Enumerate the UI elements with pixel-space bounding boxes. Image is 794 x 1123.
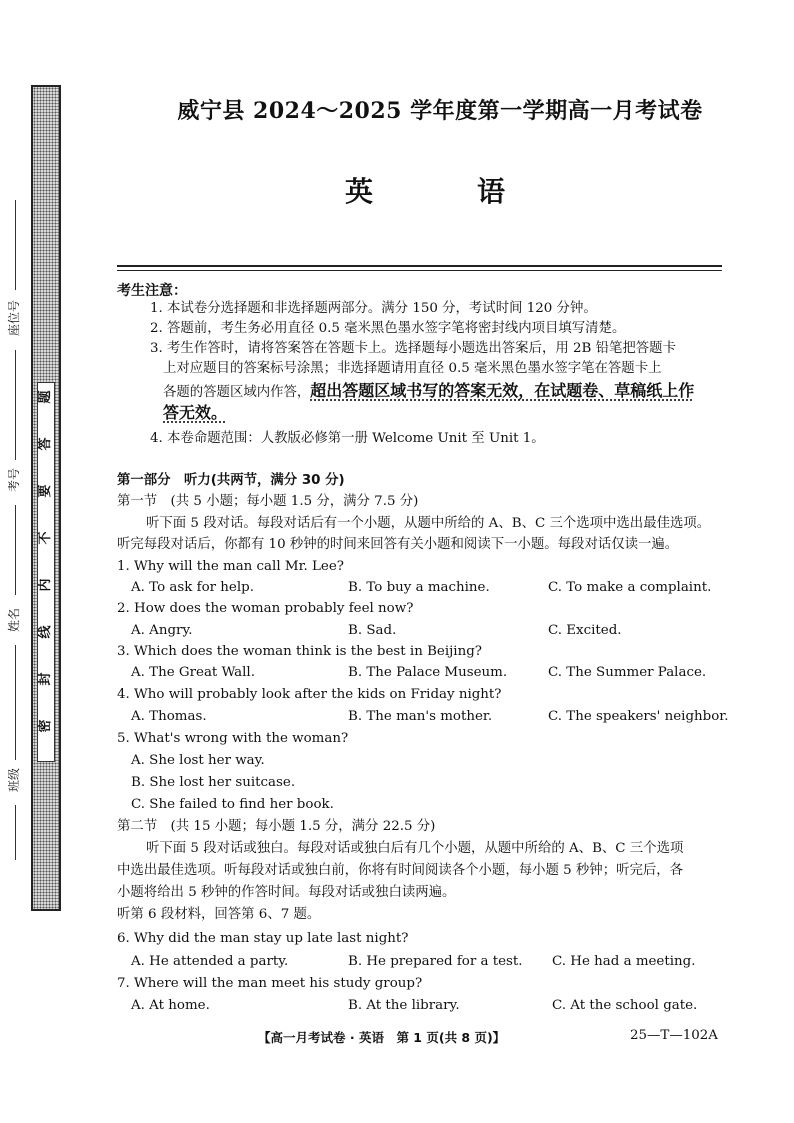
seal-char: 不 <box>38 531 53 545</box>
header-rule <box>117 265 722 267</box>
option-a: A. He attended a party. <box>131 954 289 969</box>
option-b: B. The man's mother. <box>348 709 493 724</box>
question-1: 1. Why will the man call Mr. Lee? <box>117 559 344 574</box>
seal-char: 要 <box>38 484 53 498</box>
option-a: A. To ask for help. <box>131 580 254 595</box>
notice-text: 各题的答题区域内作答， <box>163 385 311 400</box>
option-c: C. At the school gate. <box>552 998 698 1013</box>
option-c: C. The speakers' neighbor. <box>548 709 729 724</box>
option-c: C. She failed to find her book. <box>131 797 334 812</box>
question-5: 5. What's wrong with the woman? <box>117 731 349 746</box>
notice-heading: 考生注意： <box>117 283 187 299</box>
section2-instruction: 小题将给出 5 秒钟的作答时间。每段对话或独白读两遍。 <box>117 885 456 900</box>
section1-heading: 第一节 (共 5 小题；每小题 1.5 分，满分 7.5 分) <box>117 494 419 509</box>
option-b: B. To buy a machine. <box>348 580 490 595</box>
section2-instruction: 听下面 5 段对话或独白。每段对话或独白后有几个小题，从题中所给的 A、B、C 三个选项 <box>146 841 684 856</box>
notice-emphasis: 答无效。 <box>163 403 228 422</box>
section1-instruction: 听下面 5 段对话。每段对话后有一个小题，从题中所给的 A、B、C 三个选项中选出最佳选项。 <box>146 516 711 531</box>
name-fill-line[interactable] <box>15 505 16 595</box>
option-b: B. At the library. <box>348 998 460 1013</box>
option-c: C. To make a complaint. <box>548 580 712 595</box>
option-a: A. Thomas. <box>131 709 207 724</box>
option-b: B. She lost her suitcase. <box>131 775 296 790</box>
header-rule <box>117 270 722 271</box>
seal-char: 封 <box>38 672 53 686</box>
class-label: 班级 <box>7 768 21 793</box>
option-a: A. Angry. <box>131 623 193 638</box>
section1-instruction: 听完每段对话后，你都有 10 秒钟的时间来回答有关小题和阅读下一小题。每段对话仅读一遍。 <box>117 537 679 552</box>
seat-fill-line[interactable] <box>15 200 16 290</box>
material-heading: 听第 6 段材料，回答第 6、7 题。 <box>117 907 321 922</box>
class-fill-line[interactable] <box>15 645 16 760</box>
exam-no-fill-line[interactable] <box>15 350 16 460</box>
seal-char: 内 <box>38 578 53 592</box>
exam-title: 威宁县 2024～2025 学年度第一学期高一月考试卷 <box>177 98 703 124</box>
notice-line: 3. 考生作答时，请将答案答在答题卡上。选择题每小题选出答案后，用 2B 铅笔把答题卡 <box>150 341 676 356</box>
option-a: A. The Great Wall. <box>131 665 255 680</box>
seal-char: 答 <box>38 437 53 451</box>
notice-line: 1. 本试卷分选择题和非选择题两部分。满分 150 分，考试时间 120 分钟。 <box>150 301 597 316</box>
subject-title <box>345 170 505 210</box>
question-2: 2. How does the woman probably feel now? <box>117 601 414 616</box>
section2-heading: 第二节 (共 15 小题；每小题 1.5 分，满分 22.5 分) <box>117 819 436 834</box>
option-b: B. He prepared for a test. <box>348 954 523 969</box>
option-c: C. Excited. <box>548 623 622 638</box>
seal-char: 密 <box>38 719 53 733</box>
page-footer: 【高一月考试卷 · 英语 第 1 页(共 8 页)】 <box>258 1030 506 1045</box>
paper-code: 25—T—102A <box>630 1028 718 1043</box>
seal-char: 题 <box>38 390 53 404</box>
option-c: C. The Summer Palace. <box>548 665 707 680</box>
notice-line: 2. 答题前，考生务必用直径 0.5 毫米黑色墨水签字笔将密封线内项目填写清楚。 <box>150 321 626 336</box>
class-fill-line-2[interactable] <box>15 805 16 860</box>
notice-line: 4. 本卷命题范围：人教版必修第一册 Welcome Unit 至 Unit 1。 <box>150 431 545 446</box>
subject-char: 语 <box>476 175 505 208</box>
option-a: A. She lost her way. <box>131 753 265 768</box>
name-label: 姓名 <box>7 608 21 633</box>
question-4: 4. Who will probably look after the kids on Friday night? <box>117 687 502 702</box>
seat-label: 座位号 <box>7 300 21 337</box>
option-b: B. The Palace Museum. <box>348 665 508 680</box>
question-3: 3. Which does the woman think is the best in Beijing? <box>117 644 482 659</box>
part1-heading: 第一部分 听力(共两节，满分 30 分) <box>117 473 345 488</box>
question-7: 7. Where will the man meet his study group? <box>117 976 423 991</box>
question-6: 6. Why did the man stay up late last night? <box>117 931 409 946</box>
option-b: B. Sad. <box>348 623 397 638</box>
option-c: C. He had a meeting. <box>552 954 696 969</box>
exam-no-label: 考号 <box>7 468 21 493</box>
notice-line: 上对应题目的答案标号涂黑；非选择题请用直径 0.5 毫米黑色墨水签字笔在答题卡上 <box>163 361 662 376</box>
section2-instruction: 中选出最佳选项。听每段对话或独白前，你将有时间阅读各个小题，每小题 5 秒钟；听完后，各 <box>117 863 684 878</box>
subject-char: 英 <box>345 175 374 208</box>
seal-char: 线 <box>38 625 53 639</box>
option-a: A. At home. <box>131 998 210 1013</box>
notice-line <box>163 382 694 402</box>
notice-emphasis: 超出答题区域书写的答案无效，在试题卷、草稿纸上作 <box>310 381 695 400</box>
